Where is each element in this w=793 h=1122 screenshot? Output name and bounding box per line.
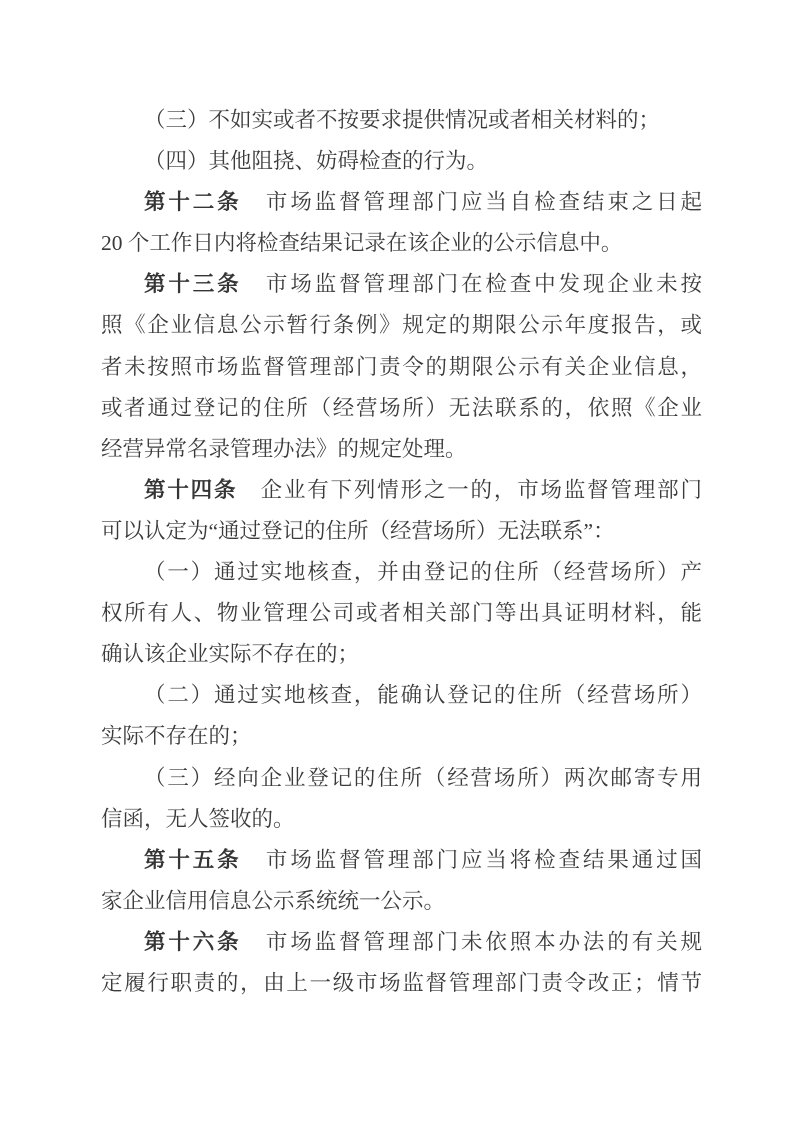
article-number: 第十二条 xyxy=(144,190,242,215)
text-line: 定履行职责的，由上一级市场监督管理部门责令改正；情节 xyxy=(101,970,702,995)
text-line: 第十五条 市场监督管理部门应当将检查结果通过国 xyxy=(144,847,702,872)
document-body xyxy=(101,100,702,1004)
text-line: 照《企业信息公示暂行条例》规定的期限公示年度报告，或 xyxy=(101,313,702,338)
text-line: 者未按照市场监督管理部门责令的期限公示有关企业信息， xyxy=(101,354,702,379)
article-number: 第十六条 xyxy=(144,929,242,954)
text-line: 第十三条 市场监督管理部门在检查中发现企业未按 xyxy=(144,272,702,297)
text-line: （三）经向企业登记的住所（经营场所）两次邮寄专用 xyxy=(144,765,702,790)
text-line: 家企业信用信息公示系统统一公示。 xyxy=(101,888,446,913)
text-line: 第十四条 企业有下列情形之一的，市场监督管理部门 xyxy=(144,477,702,502)
text-line: 信函，无人签收的。 xyxy=(101,806,295,831)
text-line: 20 个工作日内将检查结果记录在该企业的公示信息中。 xyxy=(101,231,623,256)
text-line: 或者通过登记的住所（经营场所）无法联系的，依照《企业 xyxy=(101,395,702,420)
text-line: （三）不如实或者不按要求提供情况或者相关材料的； xyxy=(144,108,661,132)
text-line: 可以认定为“通过登记的住所（经营场所）无法联系”： xyxy=(101,518,615,543)
article-number: 第十五条 xyxy=(144,847,242,872)
text-line: 确认该企业实际不存在的； xyxy=(101,642,360,667)
text-line: 经营异常名录管理办法》的规定处理。 xyxy=(101,436,467,461)
text-line: （四）其他阻挠、妨碍检查的行为。 xyxy=(144,149,489,174)
text-line: （一）通过实地核查，并由登记的住所（经营场所）产 xyxy=(144,560,702,585)
text-line: 第十二条 市场监督管理部门应当自检查结束之日起 xyxy=(144,190,702,215)
text-line: 实际不存在的； xyxy=(101,724,252,749)
text-line: 第十六条 市场监督管理部门未依照本办法的有关规 xyxy=(144,929,702,954)
text-line: （二）通过实地核查，能确认登记的住所（经营场所） xyxy=(144,683,702,708)
article-number: 第十四条 xyxy=(144,477,238,502)
text-line: 权所有人、物业管理公司或者相关部门等出具证明材料，能 xyxy=(101,601,702,626)
article-number: 第十三条 xyxy=(144,272,242,297)
